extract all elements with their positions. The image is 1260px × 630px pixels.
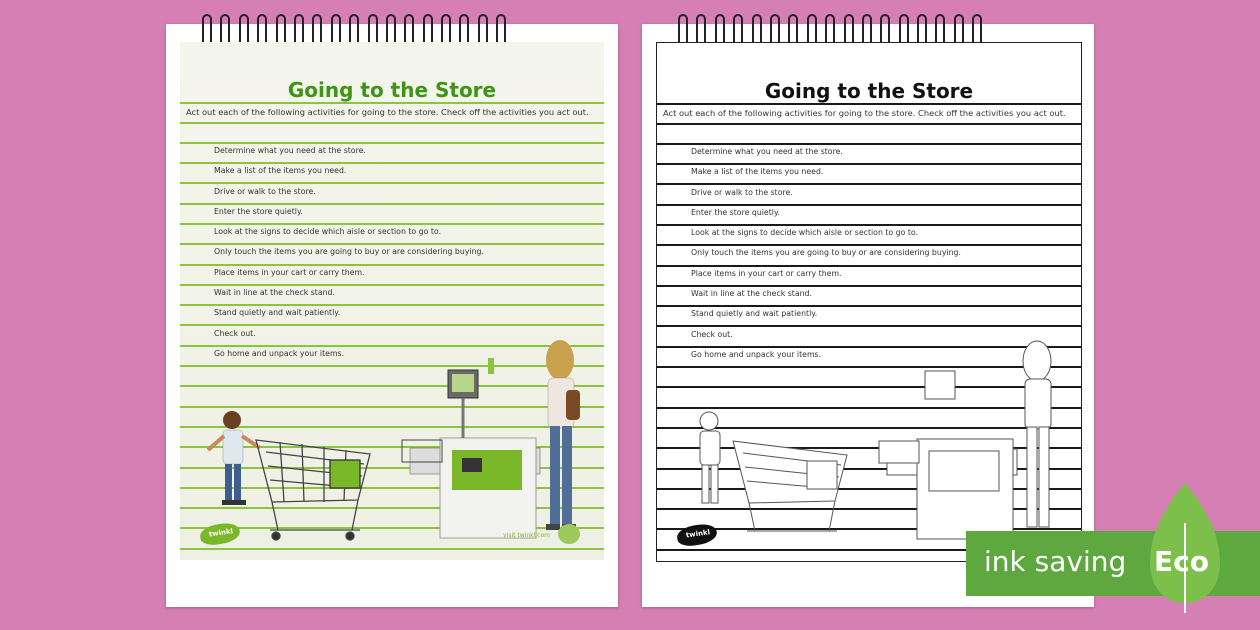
activity-item: Look at the signs to decide which aisle or section to go to. xyxy=(691,228,919,238)
activity-item: Wait in line at the check stand. xyxy=(691,289,812,299)
activity-item: Make a list of the items you need. xyxy=(691,167,824,177)
activity-item: Drive or walk to the store. xyxy=(691,187,793,197)
ruled-line xyxy=(180,102,604,104)
ruled-line xyxy=(657,143,1081,145)
activity-item: Make a list of the items you need. xyxy=(214,166,347,176)
worksheet-instructions: Act out each of the following activities for going to the store. Check off the activities you act out. xyxy=(663,108,1066,118)
woman-figure xyxy=(546,340,580,530)
activity-item: Check out. xyxy=(214,328,256,338)
activity-item: Enter the store quietly. xyxy=(691,207,780,217)
activity-item: Check out. xyxy=(691,329,733,339)
boy-figure xyxy=(208,411,260,505)
worksheet-content xyxy=(180,42,604,560)
worksheet-content xyxy=(656,42,1082,562)
self-checkout xyxy=(402,358,540,538)
activity-item: Enter the store quietly. xyxy=(214,206,303,216)
worksheet-title: Going to the Store xyxy=(764,79,974,103)
worksheet-instructions: Act out each of the following activities for going to the store. Check off the activities you act out. xyxy=(186,107,589,117)
worksheet-footer xyxy=(200,524,584,546)
activity-item: Go home and unpack your items. xyxy=(691,349,822,359)
activity-item: Determine what you need at the store. xyxy=(214,146,366,155)
activity-item: Place items in your cart or carry them. xyxy=(214,267,365,277)
twinkl-badge-icon xyxy=(558,524,580,544)
ruled-line xyxy=(180,142,604,144)
ink-saving-badge xyxy=(966,531,1260,596)
activity-item: Only touch the items you are going to buy or are considering buying. xyxy=(214,247,484,257)
ruled-line xyxy=(657,103,1081,105)
worksheet-ink-saving-version xyxy=(642,24,1094,607)
twinkl-logo: twinkl xyxy=(676,522,718,547)
eco-label: Eco xyxy=(1154,545,1209,578)
activity-item: Wait in line at the check stand. xyxy=(214,288,335,298)
activity-item: Place items in your cart or carry them. xyxy=(691,268,842,278)
activity-item: Look at the signs to decide which aisle or section to go to. xyxy=(214,227,442,237)
activity-item: Stand quietly and wait patiently. xyxy=(214,308,341,318)
worksheet-color-version xyxy=(166,24,618,607)
footer-url: visit twinkl.com xyxy=(503,532,550,539)
activity-item: Only touch the items you are going to buy or are considering buying. xyxy=(691,248,961,258)
activity-item: Stand quietly and wait patiently. xyxy=(691,309,818,319)
ruled-line xyxy=(657,123,1081,125)
ink-saving-label: ink saving xyxy=(984,545,1127,578)
activity-item: Determine what you need at the store. xyxy=(691,147,843,156)
ruled-line xyxy=(180,122,604,124)
activity-item: Go home and unpack your items. xyxy=(214,348,345,358)
activity-item: Drive or walk to the store. xyxy=(214,186,316,196)
twinkl-logo: twinkl xyxy=(199,521,241,546)
worksheet-title: Going to the Store xyxy=(287,78,497,102)
